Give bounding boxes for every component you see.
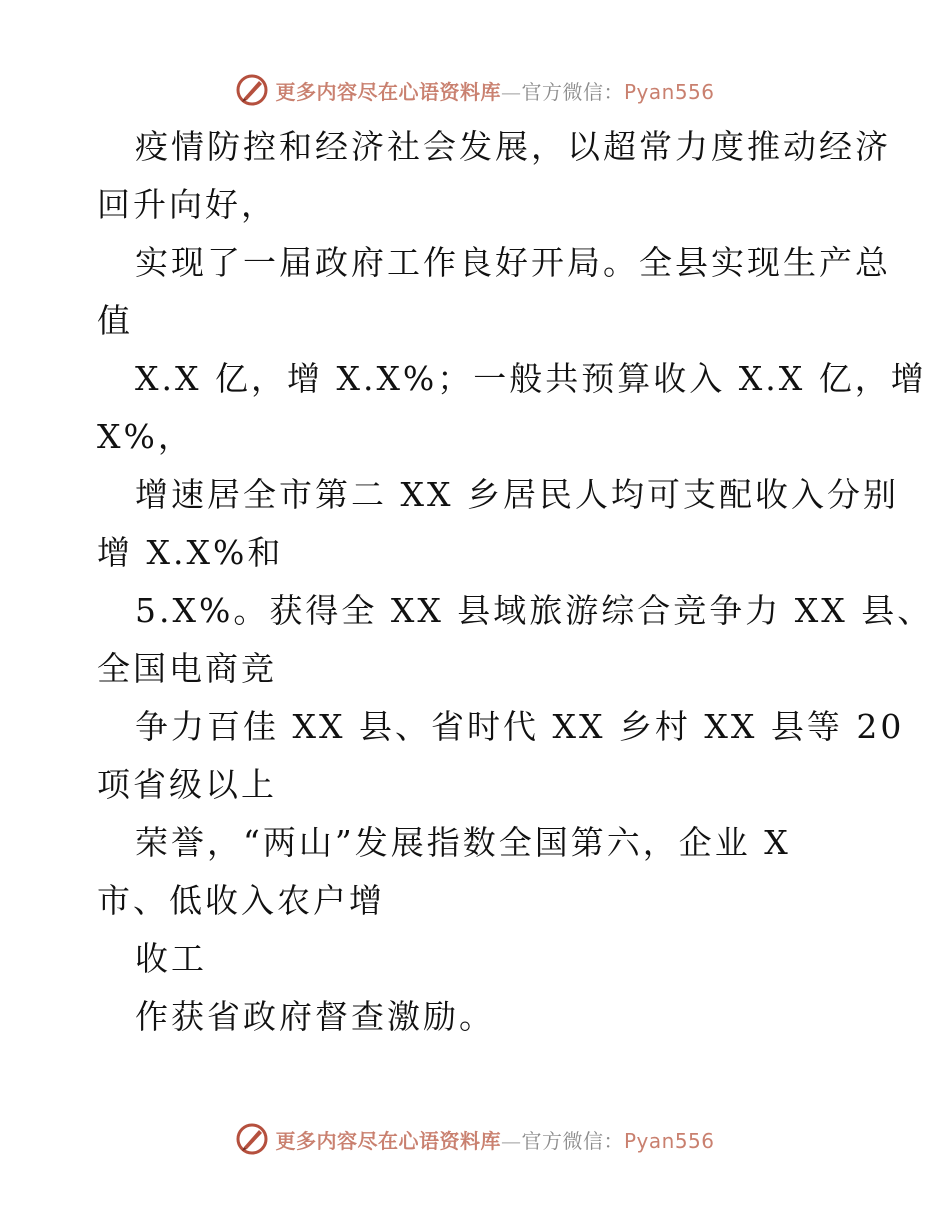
text-line: 回升向好， [97,185,277,224]
watermark-site-name: 更多内容尽在心语资料库 [275,1128,501,1153]
quill-logo-icon [235,1122,269,1156]
watermark-dash: — [500,1128,522,1153]
text-line: X.X 亿，增 X.X%；一般共预算收入 X.X 亿，增 [135,359,927,398]
text-line: 争力百佳 XX 县、省时代 XX 乡村 XX 县等 20 [135,707,905,746]
text-line: X%， [97,417,194,456]
text-line: 全国电商竞 [97,649,277,688]
text-line: 增 X.X%和 [97,533,284,572]
watermark-text [275,76,714,105]
quill-logo-icon [235,73,269,107]
watermark-wechat-id: Pyan556 [623,79,715,104]
footer-watermark [0,1119,950,1159]
watermark-wechat-id: Pyan556 [623,1128,715,1153]
text-line: 增速居全市第二 XX 乡居民人均可支配收入分别 [135,475,899,514]
watermark-text [275,1125,714,1154]
text-line: 作获省政府督查激励。 [135,997,495,1036]
text-line: 疫情防控和经济社会发展，以超常力度推动经济 [135,127,891,166]
watermark-dash: — [500,79,522,104]
watermark-label: 官方微信： [521,1128,624,1153]
text-line: 收工 [135,939,207,978]
header-watermark [0,70,950,110]
text-line: 实现了一届政府工作良好开局。全县实现生产总 [135,243,891,282]
text-line: 荣誉，“两山”发展指数全国第六，企业 X [135,823,791,862]
text-line: 项省级以上 [97,765,277,804]
document-body [97,118,934,1046]
text-line: 值 [97,301,133,340]
watermark-site-name: 更多内容尽在心语资料库 [275,79,501,104]
text-line: 5.X%。获得全 XX 县域旅游综合竞争力 XX 县、 [135,591,934,630]
watermark-label: 官方微信： [521,79,624,104]
text-line: 市、低收入农户增 [97,881,385,920]
